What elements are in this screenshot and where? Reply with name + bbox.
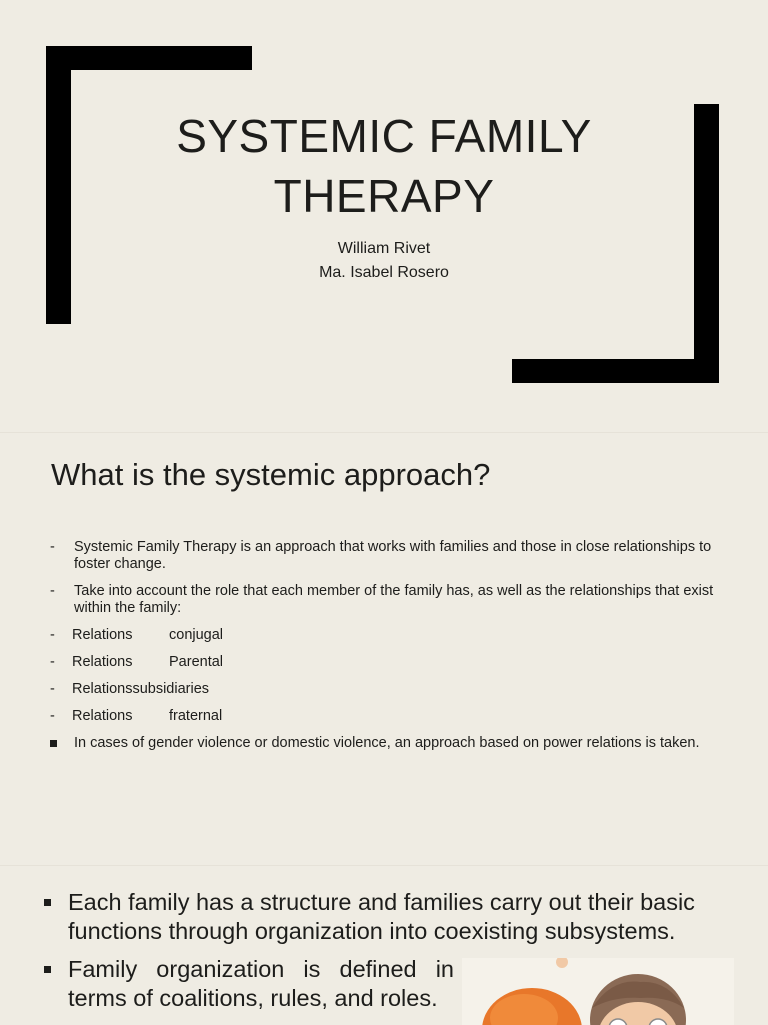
title-line-1: SYSTEMIC FAMILY [176,110,592,162]
dash-marker: - [50,654,55,670]
presentation-title [0,106,768,226]
list-item-text [72,627,730,644]
author-name: Ma. Isabel Rosero [319,264,449,281]
dash-marker: - [50,583,55,599]
relation-type: fraternal [169,708,223,724]
list-item-text: In cases of gender violence or domestic violence, an approach based on power relations is taken. [74,735,700,751]
list-item [50,735,730,752]
list-item [50,681,730,698]
family-structure-slide [0,865,768,1025]
slide-heading: What is the systemic approach? [51,457,491,492]
list-item-text: Relationssubsidiaries [72,681,210,697]
relation-type: Parental [169,654,224,670]
systemic-approach-slide [0,432,768,865]
dash-marker: - [50,708,55,724]
list-item [50,539,730,573]
author-name: William Rivet [337,240,431,257]
title-slide [0,0,768,432]
list-item [50,708,730,725]
dash-marker: - [50,681,55,697]
list-item-text: Take into account the role that each member of the family has, as well as the relationships that exist within the family: [74,583,714,616]
family-illustration [462,958,734,1025]
relation-word: Relations [72,654,133,670]
square-bullet-icon [44,899,51,906]
list-item [50,583,730,617]
square-bullet-icon [44,966,51,973]
dash-marker: - [50,627,55,643]
title-line-2: THERAPY [273,170,495,222]
bullet-list [50,539,730,762]
list-item-text [72,708,730,725]
list-item-text: Family organization is defined in terms of coalitions, rules, and roles. [68,956,454,1011]
list-item-text: Each family has a structure and families carry out their basic functions through organization into coexisting subsystems. [68,889,695,944]
frame-bottom-right-horizontal [512,359,719,383]
relation-type: conjugal [169,627,224,643]
list-item-text [72,654,730,671]
dash-marker: - [50,539,55,555]
square-bullet-icon [50,735,70,752]
authors [0,237,768,285]
cartoon-family-icon [462,958,734,1025]
list-item-text: Systemic Family Therapy is an approach that works with families and those in close relationships to foster change. [74,539,712,572]
list-item [50,654,730,671]
relation-word: Relations [72,627,133,643]
list-item [44,888,724,945]
list-item [50,627,730,644]
relation-word: Relations [72,708,133,724]
frame-top-left-horizontal [46,46,252,70]
